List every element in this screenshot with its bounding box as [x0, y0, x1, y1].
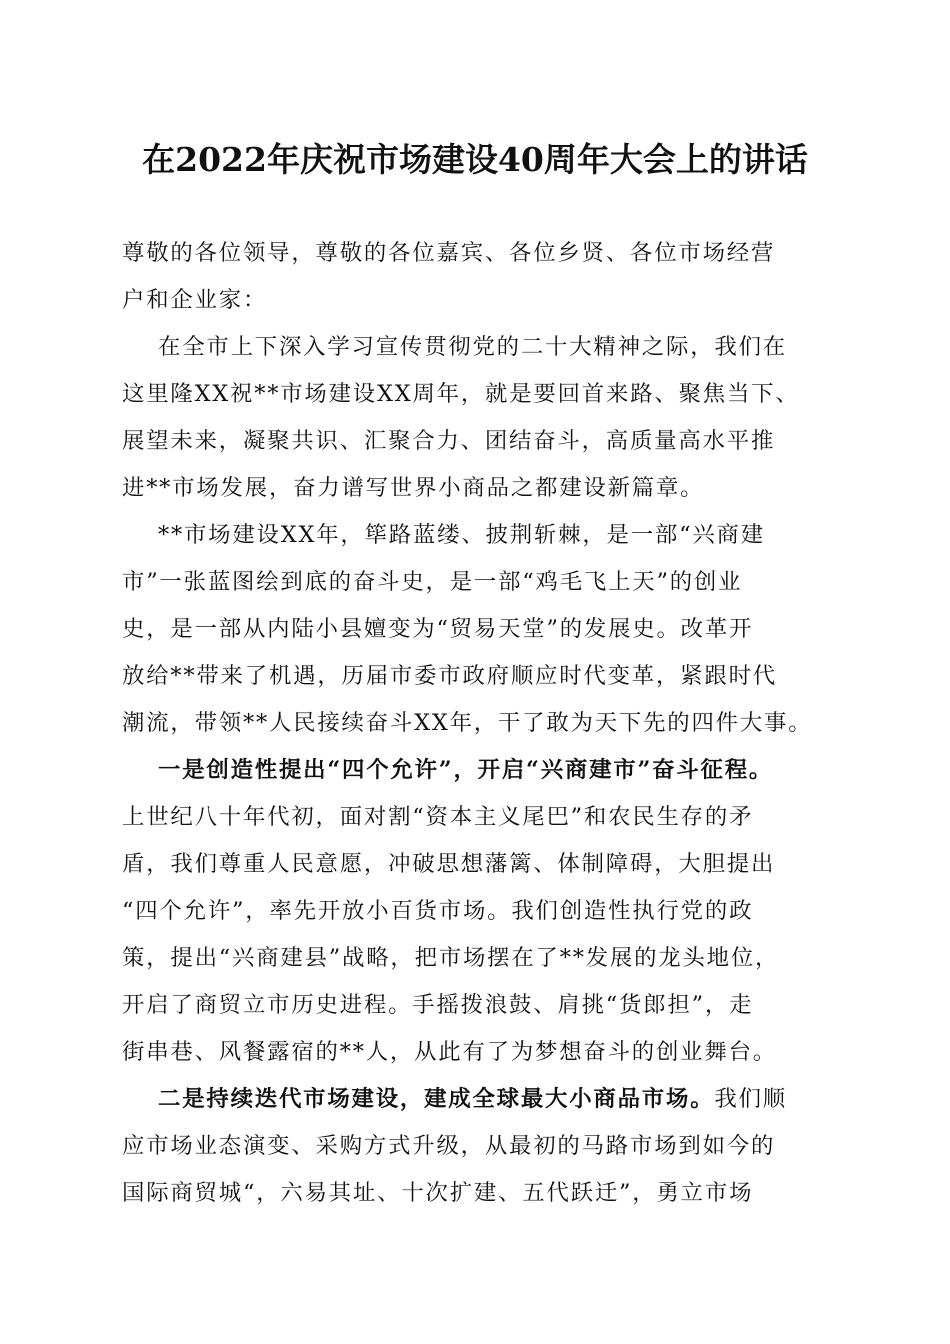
text-line: 进**市场发展，奋力谱写世界小商品之都建设新篇章。	[122, 475, 705, 501]
text-line: 放给**带来了机遇，历届市委市政府顺应时代变革，紧跟时代	[122, 663, 777, 689]
text-line: 这里隆XX祝**市场建设XX周年，就是要回首来路、聚焦当下、	[122, 381, 800, 407]
text-line: 史，是一部从内陆小县嬗变为“贸易天堂”的发展史。改革开	[122, 616, 754, 642]
lead-phrase: 一是创造性提出“四个允许”，开启“兴商建市”奋斗征程。	[158, 757, 774, 783]
text-line: 潮流，带领**人民接续奋斗XX年，干了敢为天下先的四件大事。	[122, 710, 813, 736]
document-title: 在2022年庆祝市场建设40周年大会上的讲话	[142, 140, 808, 179]
text-line: 策，提出“兴商建县”战略，把市场摆在了**发展的龙头地位，	[122, 945, 780, 971]
text-line: 应市场业态演变、采购方式升级，从最初的马路市场到如今的	[122, 1133, 776, 1159]
text-line: “四个允许”，率先开放小百货市场。我们创造性执行党的政	[122, 898, 754, 924]
text-line: 在全市上下深入学习宣传贯彻党的二十大精神之际，我们在	[158, 334, 787, 360]
text-line: 开启了商贸立市历史进程。手摇拨浪鼓、肩挑“货郎担”，走	[122, 992, 754, 1018]
line-rest: 我们顺	[714, 1086, 787, 1112]
text-line: 展望未来，凝聚共识、汇聚合力、团结奋斗，高质量高水平推	[122, 428, 776, 454]
text-line: 户和企业家：	[122, 287, 268, 313]
document-body	[122, 230, 834, 1217]
text-line-with-lead	[122, 1076, 834, 1123]
text-line-with-lead	[122, 747, 834, 794]
text-line: 上世纪八十年代初，面对割“资本主义尾巴”和农民生存的矛	[122, 804, 754, 830]
text-line: 街串巷、风餐露宿的**人，从此有了为梦想奋斗的创业舞台。	[122, 1039, 777, 1065]
lead-phrase: 二是持续迭代市场建设，建成全球最大小商品市场。	[158, 1086, 715, 1112]
text-line: 盾，我们尊重人民意愿，冲破思想藩篱、体制障碍，大胆提出	[122, 851, 776, 877]
text-line: 市”一张蓝图绘到底的奋斗史，是一部“鸡毛飞上天”的创业	[122, 569, 743, 595]
text-line: 尊敬的各位领导，尊敬的各位嘉宾、各位乡贤、各位市场经营	[122, 240, 776, 266]
text-line: **市场建设XX年，筚路蓝缕、披荆斩棘，是一部“兴商建	[158, 522, 765, 548]
text-line: 国际商贸城“，六易其址、十次扩建、五代跃迁”，勇立市场	[122, 1180, 754, 1206]
